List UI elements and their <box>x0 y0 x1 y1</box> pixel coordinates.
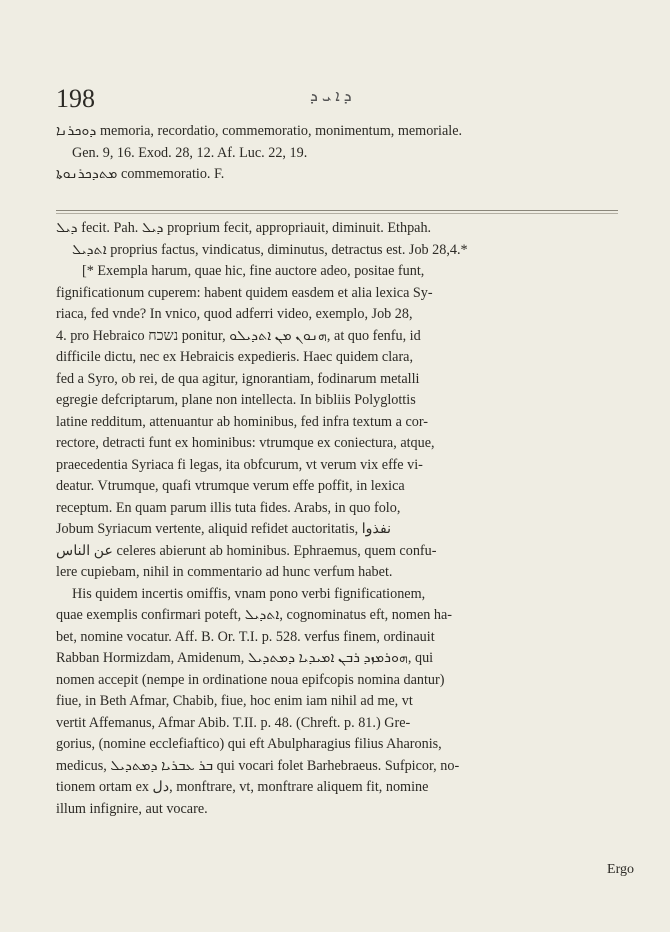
text-line: ܡܬܕܟܪܢܘܬܐ commemoratio. F. <box>56 166 225 182</box>
page-header <box>56 84 626 114</box>
text-line: [* Exempla harum, quae hic, fine auctore adeo, positae funt, <box>82 263 425 279</box>
separator-rule <box>56 210 618 211</box>
text-line: gorius, (nomine ecclefiaftico) qui eft Abulpharagius filius Aharonis, <box>56 736 442 752</box>
entry-fecit <box>56 218 616 820</box>
catchword: Ergo <box>607 862 634 877</box>
text-line: عن الناس celeres abierunt ab hominibus. Ephraemus, quem confu- <box>56 542 437 559</box>
text-line: 4. pro Hebraico נשכח ponitur, ܗܢܘܢ ܡܢ ܐܬܕܝܠܘ, at quo fenfu, id <box>56 327 421 344</box>
text-line: Rabban Hormizdam, Amidenum, ܗܘܪܡܙܕ ܪܒܢ ܐܡܝܕܝܐ ܕܡܬܕܝܠ, qui <box>56 650 434 666</box>
text-line: fiue, in Beth Afmar, Chabib, fiue, hoc enim iam nihil ad me, vt <box>56 693 413 709</box>
text-line: Gen. 9, 16. Exod. 28, 12. Af. Luc. 22, 19. <box>72 144 308 161</box>
text-line: illum infignire, aut vocare. <box>56 800 208 817</box>
text-line: nomen accepit (nempe in ordinatione noua epifcopis nomina dantur) <box>56 671 445 688</box>
text-line: difficile dictu, nec ex Hebraicis expedieris. Haec quidem clara, <box>56 349 414 365</box>
text-line: praecedentia Syriaca fi legas, ita obfcurum, vt verum vix effe vi- <box>56 456 423 473</box>
text-line: ܕܝܠ fecit. Pah. ܕܝܠ proprium fecit, appropriauit, diminuit. Ethpah. <box>56 220 432 236</box>
text-line: vertit Affemanus, Afmar Abib. T.II. p. 48. (Chreft. p. 81.) Gre- <box>56 714 411 731</box>
text-line: receptum. En quam parum illis tuta fides. Arabs, in quo folo, <box>56 499 401 516</box>
separator-rule-secondary <box>56 213 618 214</box>
text-line: bet, nomine vocatur. Aff. B. Or. T.I. p. 528. verfus finem, ordinauit <box>56 628 435 645</box>
text-line: ܐܬܕܝܠ proprius factus, vindicatus, diminutus, detractus est. Job 28,4.* <box>72 241 468 258</box>
text-line: egregie defcriptarum, plane non intellecta. In bibliis Polyglottis <box>56 392 416 408</box>
running-head: ܕ ܐ ܝ ܕ <box>310 88 352 105</box>
text-line: latine redditum, attenuantur ab hominibus, fed infra textum a cor- <box>56 413 429 430</box>
text-line: Jobum Syriacum vertente, aliquid refidet auctoritatis, نفذوا <box>56 521 392 537</box>
text-line: medicus, ܒܪ ܥܒܪܝܐ ܕܡܬܕܝܠ qui vocari folet Barhebraeus. Sufpicor, no- <box>56 757 460 774</box>
entry-commemoratio <box>56 121 616 186</box>
text-line: rectore, detracti funt ex hominibus: vtrumque ex coniectura, atque, <box>56 435 435 451</box>
text-line: tionem ortam ex دل, monftrare, vt, monftrare aliquem fit, nomine <box>56 779 429 795</box>
text-line: riaca, fed vnde? In vnico, quod adferri video, exemplo, Job 28, <box>56 306 413 322</box>
text-line: His quidem incertis omiffis, vnam pono verbi fignificationem, <box>72 585 426 602</box>
text-line: quae exemplis confirmari poteft, ܐܬܕܝܠ, cognominatus eft, nomen ha- <box>56 607 452 623</box>
text-line: lere cupiebam, nihil in commentario ad hunc verfum habet. <box>56 564 393 580</box>
text-line: fed a Syro, ob rei, de qua agitur, ignorantiam, fodinarum metalli <box>56 370 420 387</box>
text-line: ܕܘܟܪܢܐ memoria, recordatio, commemoratio, monimentum, memoriale. <box>56 123 463 139</box>
text-line: fignificationum cuperem: habent quidem easdem et alia lexica Sy- <box>56 284 433 301</box>
page-number: 198 <box>56 84 95 113</box>
text-line: deatur. Vtrumque, quafi vtrumque verum effe poffit, in lexica <box>56 478 405 494</box>
